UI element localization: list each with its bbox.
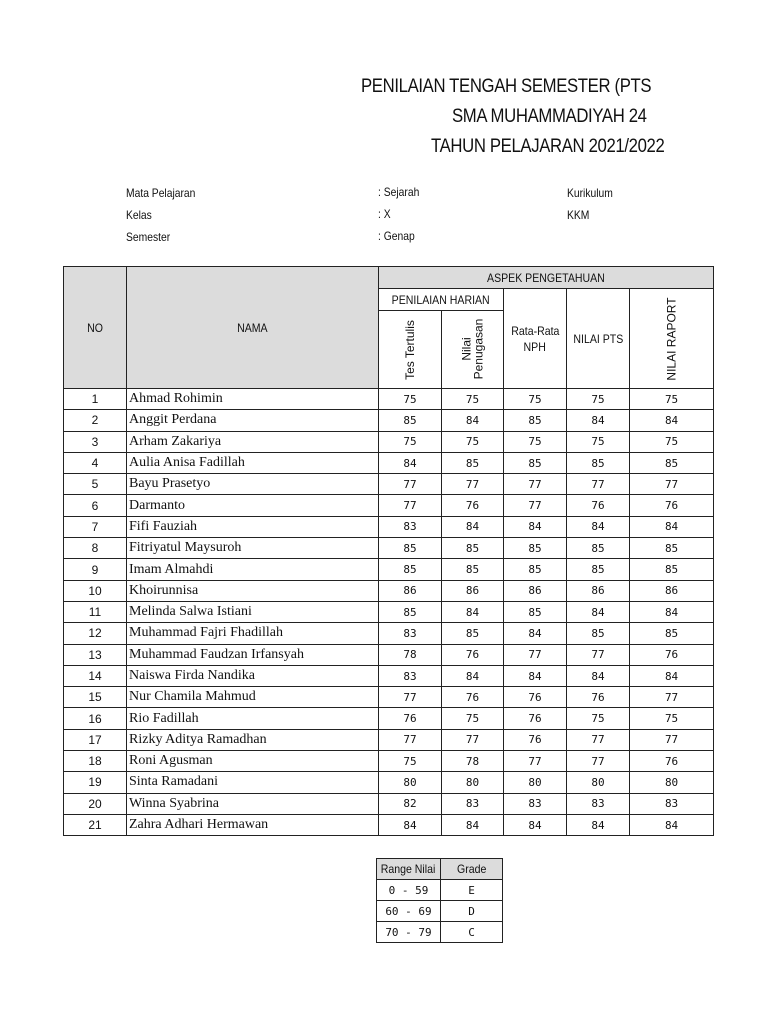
tes-tertulis-value: 85	[379, 601, 442, 622]
row-no: 16	[64, 708, 127, 729]
row-no: 7	[64, 516, 127, 537]
rata-rata-nph-value: 84	[504, 665, 567, 686]
table-row	[64, 665, 714, 686]
student-name: Nur Chamila Mahmud	[127, 687, 379, 708]
rata-rata-nph-value: 85	[504, 452, 567, 473]
nilai-raport-value: 80	[630, 772, 714, 793]
nilai-pts-value: 84	[567, 665, 630, 686]
rata-rata-nph-value: 85	[504, 601, 567, 622]
rata-rata-nph-value: 76	[504, 687, 567, 708]
header-no: NO	[64, 267, 127, 389]
rata-rata-nph-value: 75	[504, 431, 567, 452]
tes-tertulis-value: 75	[379, 751, 442, 772]
range-row	[377, 901, 503, 922]
student-name: Ahmad Rohimin	[127, 389, 379, 410]
nilai-pts-value: 85	[567, 452, 630, 473]
nilai-pts-value: 75	[567, 708, 630, 729]
student-name: Naiswa Firda Nandika	[127, 665, 379, 686]
rata-rata-nph-value: 83	[504, 793, 567, 814]
header-nilai-pts: NILAI PTS	[567, 289, 630, 389]
row-no: 17	[64, 729, 127, 750]
table-row	[64, 495, 714, 516]
header-nilai-raport: NILAI RAPORT	[630, 289, 714, 389]
rata-rata-nph-value: 85	[504, 559, 567, 580]
student-name: Anggit Perdana	[127, 410, 379, 431]
student-name: Muhammad Faudzan Irfansyah	[127, 644, 379, 665]
header-penilaian-harian: PENILAIAN HARIAN	[379, 289, 504, 311]
tes-tertulis-value: 86	[379, 580, 442, 601]
nilai-pts-value: 75	[567, 389, 630, 410]
nilai-raport-value: 76	[630, 644, 714, 665]
nilai-penugasan-value: 75	[442, 708, 504, 729]
table-row	[64, 410, 714, 431]
student-name: Bayu Prasetyo	[127, 474, 379, 495]
range-value: 60 - 69	[377, 901, 441, 922]
nilai-pts-value: 75	[567, 431, 630, 452]
nilai-pts-value: 83	[567, 793, 630, 814]
header-tes-tertulis: Tes Tertulis	[379, 311, 442, 389]
header-rata-rata-nph: Rata-Rata NPH	[504, 289, 567, 389]
table-row	[64, 772, 714, 793]
nilai-penugasan-value: 84	[442, 516, 504, 537]
rata-rata-nph-value: 84	[504, 516, 567, 537]
nilai-raport-value: 77	[630, 687, 714, 708]
title-line-3: TAHUN PELAJARAN 2021/2022	[431, 136, 665, 157]
nilai-pts-value: 76	[567, 687, 630, 708]
nilai-penugasan-value: 85	[442, 623, 504, 644]
table-row	[64, 751, 714, 772]
tes-tertulis-value: 82	[379, 793, 442, 814]
student-name: Fifi Fauziah	[127, 516, 379, 537]
kurikulum-label: Kurikulum	[567, 186, 613, 200]
grade-value: E	[441, 880, 503, 901]
nilai-pts-value: 84	[567, 516, 630, 537]
tes-tertulis-value: 77	[379, 687, 442, 708]
nilai-penugasan-value: 83	[442, 793, 504, 814]
tes-tertulis-value: 85	[379, 559, 442, 580]
nilai-raport-value: 75	[630, 431, 714, 452]
row-no: 3	[64, 431, 127, 452]
rata-rata-nph-value: 75	[504, 389, 567, 410]
tes-tertulis-value: 85	[379, 538, 442, 559]
rata-rata-nph-value: 84	[504, 623, 567, 644]
nilai-raport-value: 83	[630, 793, 714, 814]
nilai-penugasan-value: 86	[442, 580, 504, 601]
nilai-pts-value: 84	[567, 410, 630, 431]
nilai-penugasan-value: 76	[442, 644, 504, 665]
table-row	[64, 452, 714, 473]
tes-tertulis-value: 76	[379, 708, 442, 729]
tes-tertulis-value: 78	[379, 644, 442, 665]
student-name: Rizky Aditya Ramadhan	[127, 729, 379, 750]
row-no: 1	[64, 389, 127, 410]
nilai-raport-value: 84	[630, 665, 714, 686]
nilai-pts-value: 76	[567, 495, 630, 516]
student-name: Fitriyatul Maysuroh	[127, 538, 379, 559]
range-row	[377, 922, 503, 943]
table-row	[64, 623, 714, 644]
tes-tertulis-value: 83	[379, 623, 442, 644]
nilai-raport-value: 85	[630, 452, 714, 473]
student-name: Muhammad Fajri Fhadillah	[127, 623, 379, 644]
range-grade-table	[376, 858, 503, 943]
rata-rata-nph-value: 80	[504, 772, 567, 793]
nilai-pts-value: 86	[567, 580, 630, 601]
table-row	[64, 474, 714, 495]
table-row	[64, 729, 714, 750]
nilai-pts-value: 77	[567, 644, 630, 665]
student-name: Arham Zakariya	[127, 431, 379, 452]
rata-rata-nph-value: 77	[504, 495, 567, 516]
table-row	[64, 516, 714, 537]
row-no: 9	[64, 559, 127, 580]
student-name: Melinda Salwa Istiani	[127, 601, 379, 622]
row-no: 5	[64, 474, 127, 495]
rata-rata-nph-value: 77	[504, 474, 567, 495]
nilai-penugasan-value: 76	[442, 495, 504, 516]
rata-rata-nph-value: 85	[504, 538, 567, 559]
table-row	[64, 601, 714, 622]
kelas-label: Kelas	[126, 208, 152, 222]
range-table-body	[377, 880, 503, 943]
table-row	[64, 687, 714, 708]
header-nilai-penugasan: Nilai Penugasan	[442, 311, 504, 389]
student-name: Rio Fadillah	[127, 708, 379, 729]
row-no: 10	[64, 580, 127, 601]
row-no: 21	[64, 814, 127, 835]
nilai-raport-value: 85	[630, 559, 714, 580]
grade-value: C	[441, 922, 503, 943]
table-row	[64, 559, 714, 580]
student-name: Darmanto	[127, 495, 379, 516]
tes-tertulis-value: 77	[379, 474, 442, 495]
row-no: 8	[64, 538, 127, 559]
header-aspek-pengetahuan: ASPEK PENGETAHUAN	[379, 267, 714, 289]
header-range-nilai: Range Nilai	[377, 859, 441, 880]
rata-rata-nph-value: 85	[504, 410, 567, 431]
table-row	[64, 708, 714, 729]
nilai-penugasan-value: 75	[442, 431, 504, 452]
tes-tertulis-value: 84	[379, 452, 442, 473]
table-row	[64, 389, 714, 410]
semester-label: Semester	[126, 230, 171, 244]
nilai-penugasan-value: 84	[442, 665, 504, 686]
student-name: Imam Almahdi	[127, 559, 379, 580]
nilai-penugasan-value: 77	[442, 729, 504, 750]
rata-rata-nph-value: 86	[504, 580, 567, 601]
nilai-penugasan-value: 84	[442, 601, 504, 622]
table-row	[64, 793, 714, 814]
header-grade: Grade	[441, 859, 503, 880]
table-row	[64, 814, 714, 835]
table-row	[64, 580, 714, 601]
tes-tertulis-value: 77	[379, 729, 442, 750]
nilai-pts-value: 85	[567, 623, 630, 644]
nilai-penugasan-value: 84	[442, 410, 504, 431]
range-value: 70 - 79	[377, 922, 441, 943]
student-name: Winna Syabrina	[127, 793, 379, 814]
nilai-penugasan-value: 80	[442, 772, 504, 793]
nilai-raport-value: 77	[630, 729, 714, 750]
nilai-pts-value: 85	[567, 559, 630, 580]
grades-table-body	[64, 389, 714, 836]
mata-pelajaran-label: Mata Pelajaran	[126, 186, 196, 200]
nilai-penugasan-value: 76	[442, 687, 504, 708]
row-no: 14	[64, 665, 127, 686]
nilai-penugasan-value: 84	[442, 814, 504, 835]
row-no: 15	[64, 687, 127, 708]
range-row	[377, 880, 503, 901]
table-row	[64, 644, 714, 665]
tes-tertulis-value: 84	[379, 814, 442, 835]
nilai-raport-value: 76	[630, 495, 714, 516]
nilai-pts-value: 80	[567, 772, 630, 793]
mata-pelajaran-value: : Sejarah	[378, 185, 420, 199]
nilai-pts-value: 77	[567, 729, 630, 750]
nilai-raport-value: 75	[630, 708, 714, 729]
title-line-1: PENILAIAN TENGAH SEMESTER (PTS	[361, 76, 652, 97]
nilai-penugasan-value: 78	[442, 751, 504, 772]
header-nama: NAMA	[127, 267, 379, 389]
grade-value: D	[441, 901, 503, 922]
tes-tertulis-value: 85	[379, 410, 442, 431]
semester-value: : Genap	[378, 229, 415, 243]
student-name: Roni Agusman	[127, 751, 379, 772]
rata-rata-nph-value: 76	[504, 708, 567, 729]
tes-tertulis-value: 83	[379, 516, 442, 537]
kkm-label: KKM	[567, 208, 590, 222]
nilai-raport-value: 84	[630, 814, 714, 835]
nilai-pts-value: 84	[567, 601, 630, 622]
nilai-penugasan-value: 85	[442, 559, 504, 580]
nilai-penugasan-value: 75	[442, 389, 504, 410]
tes-tertulis-value: 75	[379, 389, 442, 410]
row-no: 13	[64, 644, 127, 665]
title-line-2: SMA MUHAMMADIYAH 24	[452, 106, 647, 127]
row-no: 20	[64, 793, 127, 814]
nilai-pts-value: 85	[567, 538, 630, 559]
nilai-raport-value: 77	[630, 474, 714, 495]
tes-tertulis-value: 77	[379, 495, 442, 516]
tes-tertulis-value: 75	[379, 431, 442, 452]
student-name: Aulia Anisa Fadillah	[127, 452, 379, 473]
row-no: 6	[64, 495, 127, 516]
table-row	[64, 538, 714, 559]
rata-rata-nph-value: 84	[504, 814, 567, 835]
grades-table	[63, 266, 714, 836]
rata-rata-nph-value: 77	[504, 644, 567, 665]
nilai-penugasan-value: 77	[442, 474, 504, 495]
table-row	[64, 431, 714, 452]
nilai-pts-value: 77	[567, 751, 630, 772]
nilai-raport-value: 84	[630, 516, 714, 537]
row-no: 2	[64, 410, 127, 431]
nilai-raport-value: 84	[630, 601, 714, 622]
rata-rata-nph-value: 76	[504, 729, 567, 750]
nilai-pts-value: 84	[567, 814, 630, 835]
row-no: 4	[64, 452, 127, 473]
nilai-raport-value: 84	[630, 410, 714, 431]
range-value: 0 - 59	[377, 880, 441, 901]
row-no: 12	[64, 623, 127, 644]
row-no: 19	[64, 772, 127, 793]
nilai-raport-value: 85	[630, 623, 714, 644]
kelas-value: : X	[378, 207, 391, 221]
nilai-penugasan-value: 85	[442, 538, 504, 559]
nilai-pts-value: 77	[567, 474, 630, 495]
rata-rata-nph-value: 77	[504, 751, 567, 772]
nilai-penugasan-value: 85	[442, 452, 504, 473]
nilai-raport-value: 86	[630, 580, 714, 601]
row-no: 11	[64, 601, 127, 622]
tes-tertulis-value: 80	[379, 772, 442, 793]
nilai-raport-value: 75	[630, 389, 714, 410]
nilai-raport-value: 76	[630, 751, 714, 772]
row-no: 18	[64, 751, 127, 772]
student-name: Khoirunnisa	[127, 580, 379, 601]
nilai-raport-value: 85	[630, 538, 714, 559]
student-name: Zahra Adhari Hermawan	[127, 814, 379, 835]
tes-tertulis-value: 83	[379, 665, 442, 686]
student-name: Sinta Ramadani	[127, 772, 379, 793]
